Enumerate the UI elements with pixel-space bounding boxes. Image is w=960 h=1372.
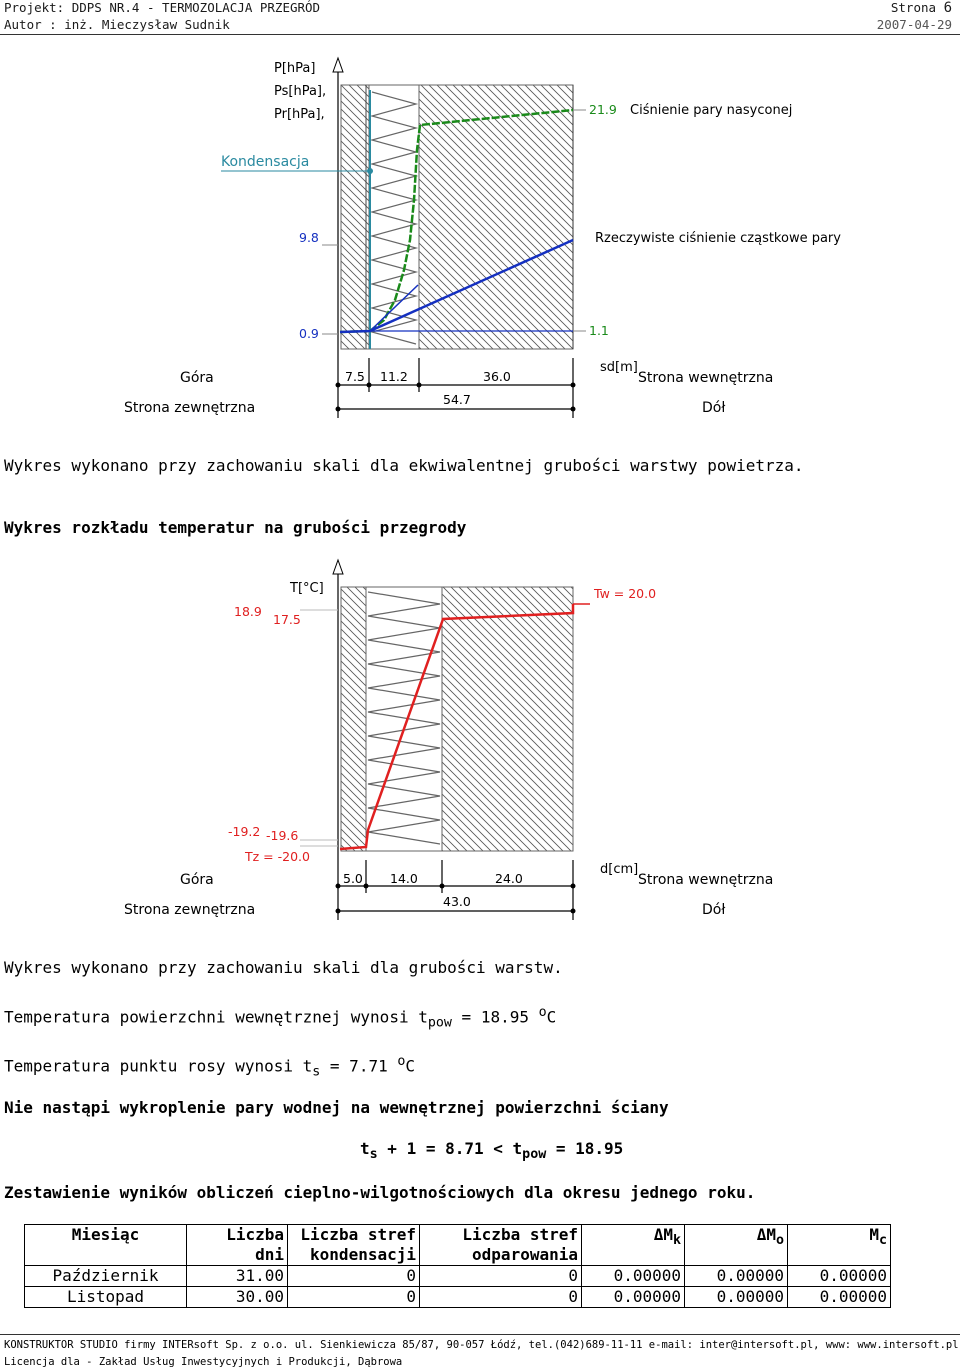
- t-strona-zewn: Strona zewnętrzna: [124, 902, 256, 918]
- author-line: Autor : inż. Mieczysław Sudnik: [4, 17, 230, 32]
- p-ylabel-2: Ps[hPa],: [274, 84, 327, 99]
- cell-dmk: 0.00000: [582, 1287, 685, 1308]
- p-dim-75: 7.5: [345, 369, 365, 384]
- condensation-result: Nie nastąpi wykroplenie pary wodnej na wewnętrznej powierzchni ściany: [4, 1098, 669, 1117]
- temperature-chart: [124, 560, 773, 920]
- cell-cond: 0: [288, 1266, 420, 1287]
- pr-legend: Rzeczywiste ciśnienie cząstkowe pary: [595, 231, 841, 246]
- project-title: Projekt: DDPS NR.4 - TERMOZOLACJA PRZEGRÓD: [4, 0, 321, 15]
- t-dimension-lines: [338, 860, 573, 920]
- p-gora: Góra: [180, 370, 214, 386]
- footer-company: KONSTRUKTOR STUDIO firmy INTERsoft Sp. z o.o. ul. Sienkiewicza 85/87, 90-057 Łódź, tel.(042)689-11-11 e-mail: inter@intersoft.pl, www: www.intersoft.pl: [4, 1339, 959, 1351]
- p-ylabel-1: P[hPa]: [274, 61, 316, 76]
- heading-temperature: Wykres rozkładu temperatur na grubości przegrody: [4, 518, 467, 537]
- t-dim-total: 43.0: [443, 894, 471, 909]
- cell-evap: 0: [420, 1266, 582, 1287]
- ps-legend: Ciśnienie pary nasyconej: [630, 103, 793, 118]
- footer-license: Licencja dla - Zakład Usług Inwestycyjnych i Produkcji, Dąbrowa: [4, 1356, 403, 1368]
- t-dim-140: 14.0: [390, 871, 418, 886]
- note-pressure-scale: Wykres wykonano przy zachowaniu skali dla ekwiwalentnej grubości warstwy powietrza.: [4, 456, 804, 475]
- table-header-row: [25, 1225, 891, 1266]
- cell-mc: 0.00000: [788, 1266, 891, 1287]
- p-value-09: 0.9: [299, 326, 319, 341]
- cell-dmk: 0.00000: [582, 1266, 685, 1287]
- p-dim-360: 36.0: [483, 369, 511, 384]
- p-dim-total: 54.7: [443, 392, 471, 407]
- t-value-196: -19.6: [266, 828, 299, 843]
- col-evaporation-zones: Liczba stref odparowania: [420, 1225, 582, 1266]
- cell-mc: 0.00000: [788, 1287, 891, 1308]
- t-value-tw: Tw = 20.0: [594, 586, 657, 601]
- t-dim-50: 5.0: [343, 871, 363, 886]
- t-dim-240: 24.0: [495, 871, 523, 886]
- t-xlabel: d[cm]: [600, 862, 639, 877]
- p-ylabel-3: Pr[hPa],: [274, 107, 325, 122]
- col-days: Liczba dni: [187, 1225, 288, 1266]
- dew-point-line: Temperatura punktu rosy wynosi $t_s = 7.71$ $^o$C: [4, 1054, 416, 1080]
- summary-heading: Zestawienie wyników obliczeń cieplno-wilgotnościowych dla okresu jednego roku.: [4, 1183, 756, 1202]
- t-value-175: 17.5: [273, 612, 301, 627]
- p-dol: Dół: [702, 400, 726, 416]
- t-dol: Dół: [702, 902, 726, 918]
- footer-divider: [0, 1334, 960, 1335]
- p-value-219: 21.9: [589, 102, 617, 117]
- p-layer-1: [341, 85, 369, 349]
- cell-cond: 0: [288, 1287, 420, 1308]
- pressure-chart: [124, 58, 841, 418]
- surface-temperature-line: Temperatura powierzchni wewnętrznej wynosi $t_{pow} = 18.95$ $^o$C: [4, 1005, 557, 1031]
- p-strona-zewn: Strona zewnętrzna: [124, 400, 256, 416]
- p-dimension-lines: [338, 358, 573, 418]
- p-layer-3: [419, 85, 573, 349]
- col-month: Miesiąc: [25, 1225, 187, 1266]
- cell-month: Listopad: [25, 1287, 187, 1308]
- date: 2007-04-29: [876, 17, 952, 32]
- p-dim-112: 11.2: [380, 369, 408, 384]
- cell-dmo: 0.00000: [685, 1266, 788, 1287]
- t-value-192: -19.2: [228, 824, 261, 839]
- kondensacja-label: Kondensacja: [221, 154, 310, 170]
- col-condensation-zones: Liczba stref kondensacji: [288, 1225, 420, 1266]
- t-y-arrow: [333, 560, 343, 574]
- table-row: [25, 1266, 891, 1287]
- results-table: [24, 1224, 891, 1308]
- condensation-formula: $t_s + 1 = 8.71 < t_{pow} = 18.95$: [360, 1139, 624, 1163]
- t-layer-1: [341, 587, 366, 851]
- t-layer-3: [442, 587, 573, 851]
- t-strona-wewn: Strona wewnętrzna: [638, 872, 774, 888]
- cell-month: Październik: [25, 1266, 187, 1287]
- p-value-98: 9.8: [299, 230, 319, 245]
- cell-evap: 0: [420, 1287, 582, 1308]
- cell-dmo: 0.00000: [685, 1287, 788, 1308]
- col-dmo: $\Delta M_o$: [685, 1225, 788, 1266]
- t-value-189: 18.9: [234, 604, 262, 619]
- col-dmk: $\Delta M_k$: [582, 1225, 685, 1266]
- cell-days: 31.00: [187, 1266, 288, 1287]
- p-y-arrow: [333, 58, 343, 72]
- p-xlabel: sd[m]: [600, 360, 638, 375]
- t-value-tz: Tz = -20.0: [245, 849, 310, 864]
- page-number: Strona 6: [890, 0, 952, 16]
- p-strona-wewn: Strona wewnętrzna: [638, 370, 774, 386]
- p-value-11: 1.1: [589, 323, 609, 338]
- t-ylabel: T[°C]: [290, 581, 324, 596]
- cell-days: 30.00: [187, 1287, 288, 1308]
- note-temperature-scale: Wykres wykonano przy zachowaniu skali dla grubości warstw.: [4, 958, 563, 977]
- table-row: [25, 1287, 891, 1308]
- col-mc: $M_c$: [788, 1225, 891, 1266]
- t-gora: Góra: [180, 872, 214, 888]
